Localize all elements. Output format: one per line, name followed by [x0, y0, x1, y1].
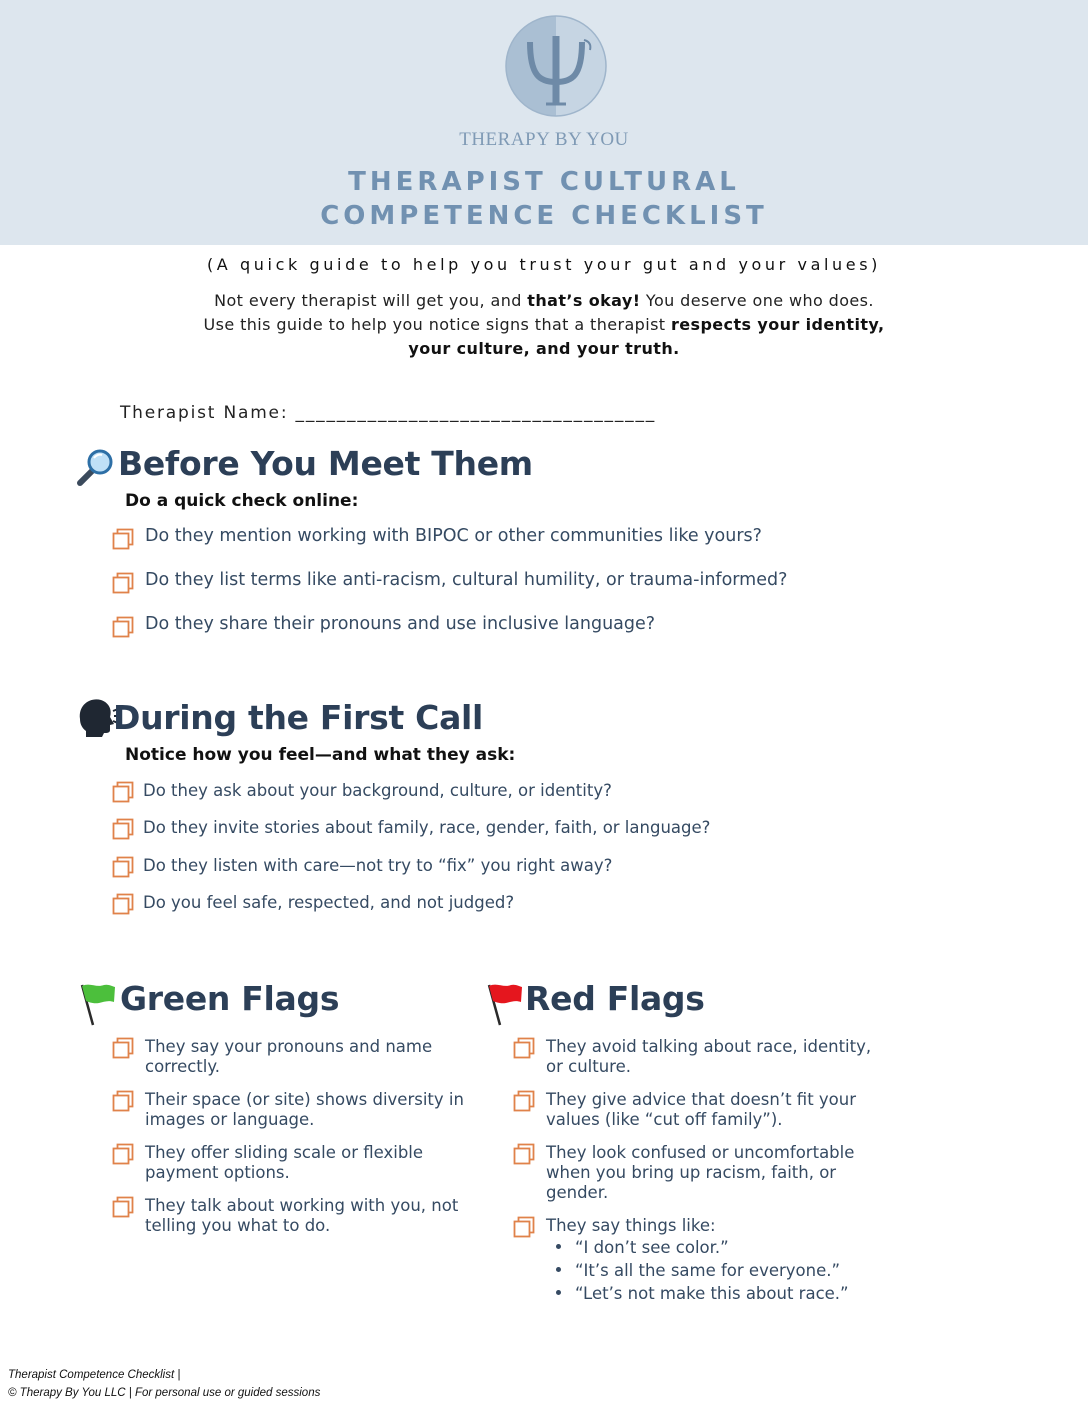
bullet-dot-icon: [556, 1267, 561, 1272]
intro-text-2: You deserve one who does. Use this guide to help you notice signs that a therapist: [203, 291, 874, 334]
checklist-item-text: Do they ask about your background, culture, or identity?: [143, 781, 612, 800]
quote-text: “Let’s not make this about race.”: [575, 1284, 849, 1303]
checkbox-icon[interactable]: [112, 818, 134, 840]
therapist-name-field[interactable]: Therapist Name: ___________________________________: [120, 403, 657, 423]
psi-logo-icon: [504, 14, 608, 118]
quote-item: [575, 1259, 849, 1282]
checkbox-icon[interactable]: [112, 1143, 134, 1165]
footer-line1: Therapist Competence Checklist |: [8, 1369, 181, 1381]
checkbox-icon[interactable]: [112, 893, 134, 915]
intro-bold-2: respects your identity, your culture, and your truth.: [408, 315, 885, 358]
page-title-line1: THERAPIST CULTURAL: [348, 167, 740, 197]
checklist-item-text: They avoid talking about race, identity, or culture.: [546, 1037, 872, 1076]
checklist-item-text: They give advice that doesn’t fit your values (like “cut off family”).: [546, 1090, 857, 1129]
checklist-item-text: They look confused or uncomfortable when you bring up racism, faith, or gender.: [546, 1143, 855, 1202]
checkbox-icon[interactable]: [112, 1090, 134, 1112]
before-subtitle: Do a quick check online:: [125, 491, 359, 511]
green-flags-title: Green Flags: [120, 979, 340, 1018]
quote-text: “It’s all the same for everyone.”: [575, 1261, 841, 1280]
checklist-item-text: They say things like:: [546, 1216, 716, 1235]
checklist-item-text: Do they listen with care—not try to “fix” you right away?: [143, 856, 613, 875]
red-flags-title: Red Flags: [525, 979, 705, 1018]
checkbox-icon[interactable]: [112, 781, 134, 803]
checkbox-icon[interactable]: [513, 1090, 535, 1112]
checkbox-icon[interactable]: [112, 572, 134, 594]
intro-paragraph: [196, 289, 892, 361]
intro-bold-1: that’s okay!: [527, 291, 641, 310]
first-call-title: During the First Call: [113, 698, 484, 737]
checklist-item-text: They talk about working with you, not telling you what to do.: [145, 1196, 459, 1235]
red-flag-icon: [485, 982, 525, 1026]
before-title: Before You Meet Them: [118, 444, 533, 483]
checkbox-icon[interactable]: [112, 616, 134, 638]
checkbox-icon[interactable]: [513, 1037, 535, 1059]
intro-text-1: Not every therapist will get you, and: [214, 291, 528, 310]
checkbox-icon[interactable]: [513, 1143, 535, 1165]
bullet-dot-icon: [556, 1290, 561, 1295]
checklist-item-text: They say your pronouns and name correctly.: [145, 1037, 433, 1076]
first-call-subtitle: Notice how you feel—and what they ask:: [125, 745, 516, 765]
checkbox-icon[interactable]: [112, 856, 134, 878]
bullet-dot-icon: [556, 1244, 561, 1249]
quote-text: “I don’t see color.”: [575, 1238, 729, 1257]
page-subtitle: (A quick guide to help you trust your gut and your values): [206, 255, 882, 274]
checkbox-icon[interactable]: [513, 1216, 535, 1238]
checkbox-icon[interactable]: [112, 528, 134, 550]
checklist-item-text: Do they invite stories about family, race, gender, faith, or language?: [143, 818, 711, 837]
magnifying-glass-icon: [76, 447, 116, 487]
checklist-item-text: Do you feel safe, respected, and not judged?: [143, 893, 515, 912]
checklist-item-text: Their space (or site) shows diversity in images or language.: [145, 1090, 464, 1129]
green-flag-icon: [78, 982, 118, 1026]
checklist-item-text: Do they share their pronouns and use inclusive language?: [145, 614, 656, 634]
checkbox-icon[interactable]: [112, 1196, 134, 1218]
checkbox-icon[interactable]: [112, 1037, 134, 1059]
red-flag-quotes: [575, 1236, 849, 1305]
page-title-line2: COMPETENCE CHECKLIST: [320, 201, 768, 231]
checklist-item-text: Do they mention working with BIPOC or other communities like yours?: [145, 526, 762, 546]
checklist-item-text: Do they list terms like anti-racism, cultural humility, or trauma-informed?: [145, 570, 788, 590]
footer-line2: © Therapy By You LLC | For personal use or guided sessions: [8, 1387, 321, 1399]
quote-item: [575, 1282, 849, 1305]
page-title: [0, 165, 1088, 233]
brand-name: THERAPY BY YOU: [459, 129, 629, 150]
footer: [8, 1366, 320, 1402]
checklist-item-text: They offer sliding scale or flexible payment options.: [145, 1143, 424, 1182]
quote-item: [575, 1236, 849, 1259]
